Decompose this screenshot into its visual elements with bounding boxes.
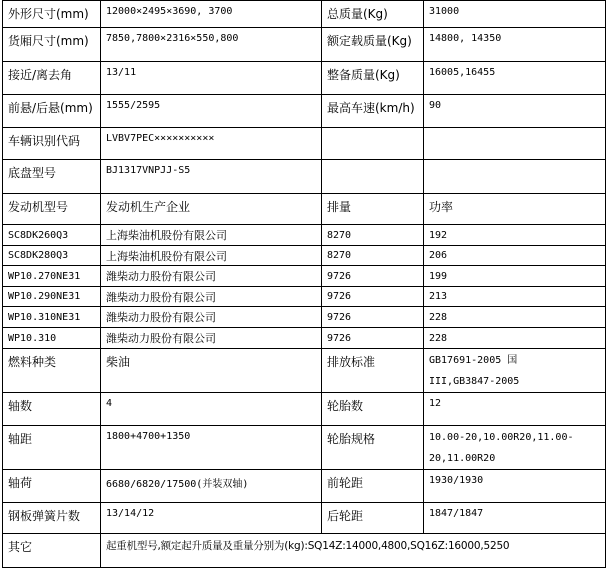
curb-mass-value: 16005,16455	[424, 62, 606, 95]
row-wheelbase	[3, 426, 606, 470]
engine-model-header: 发动机型号	[3, 194, 101, 225]
emission-standard-label: 排放标准	[322, 349, 424, 393]
overhang-label: 前悬/后悬(mm)	[3, 95, 101, 128]
axle-count-label: 轴数	[3, 393, 101, 426]
engine-maker: 潍柴动力股份有限公司	[101, 307, 322, 328]
row-other	[3, 534, 606, 568]
axle-count-value: 4	[101, 393, 322, 426]
tire-spec-label: 轮胎规格	[322, 426, 424, 470]
front-track-value: 1930/1930	[424, 470, 606, 503]
displacement-header: 排量	[322, 194, 424, 225]
emission-standard-line1: GB17691-2005 国	[429, 355, 518, 366]
front-track-label: 前轮距	[322, 470, 424, 503]
wheelbase-value: 1800+4700+1350	[101, 426, 322, 470]
empty-cell	[322, 160, 424, 194]
other-value: 起重机型号,额定起升质量及重量分别为(kg):SQ14Z:14000,4800,SQ16Z:16000,5250	[101, 534, 606, 568]
tire-count-value: 12	[424, 393, 606, 426]
row-overhang	[3, 95, 606, 128]
engine-maker: 潍柴动力股份有限公司	[101, 287, 322, 307]
engine-displacement: 9726	[322, 328, 424, 349]
engine-row	[3, 307, 606, 328]
overhang-value: 1555/2595	[101, 95, 322, 128]
fuel-type-label: 燃料种类	[3, 349, 101, 393]
engine-model: WP10.310	[3, 328, 101, 349]
rated-load-label: 额定载质量(Kg)	[322, 28, 424, 62]
row-engine-header	[3, 194, 606, 225]
axle-load-value: 6680/6820/17500(并装双轴)	[101, 470, 322, 503]
engine-displacement: 8270	[322, 246, 424, 266]
vin-label: 车辆识别代码	[3, 128, 101, 160]
engine-power: 206	[424, 246, 606, 266]
engine-maker: 上海柴油机股份有限公司	[101, 225, 322, 246]
max-speed-label: 最高车速(km/h)	[322, 95, 424, 128]
vin-value: LVBV7PEC××××××××××	[101, 128, 322, 160]
row-springs	[3, 503, 606, 534]
max-speed-value: 90	[424, 95, 606, 128]
engine-row	[3, 328, 606, 349]
engine-maker: 潍柴动力股份有限公司	[101, 266, 322, 287]
leaf-spring-label: 钢板弹簧片数	[3, 503, 101, 534]
engine-row	[3, 287, 606, 307]
engine-row	[3, 266, 606, 287]
engine-power: 228	[424, 328, 606, 349]
fuel-type-value: 柴油	[101, 349, 322, 393]
outer-dimensions-value: 12000×2495×3690, 3700	[101, 1, 322, 28]
empty-cell	[424, 160, 606, 194]
emission-standard-value	[424, 349, 606, 393]
tire-spec-value: 10.00-20,10.00R20,11.00-20,11.00R20	[424, 426, 606, 470]
engine-maker: 上海柴油机股份有限公司	[101, 246, 322, 266]
engine-displacement: 8270	[322, 225, 424, 246]
approach-departure-label: 接近/离去角	[3, 62, 101, 95]
outer-dimensions-label: 外形尺寸(mm)	[3, 1, 101, 28]
rear-track-value: 1847/1847	[424, 503, 606, 534]
curb-mass-label: 整备质量(Kg)	[322, 62, 424, 95]
row-outer-dimensions	[3, 1, 606, 28]
axle-load-label: 轴荷	[3, 470, 101, 503]
engine-power: 199	[424, 266, 606, 287]
chassis-value: BJ1317VNPJJ-S5	[101, 160, 322, 194]
chassis-label: 底盘型号	[3, 160, 101, 194]
row-chassis	[3, 160, 606, 194]
row-axles	[3, 393, 606, 426]
engine-maker-header: 发动机生产企业	[101, 194, 322, 225]
engine-row	[3, 246, 606, 266]
engine-model: SC8DK260Q3	[3, 225, 101, 246]
engine-model: WP10.310NE31	[3, 307, 101, 328]
engine-model: WP10.270NE31	[3, 266, 101, 287]
row-axle-load	[3, 470, 606, 503]
rated-load-value: 14800, 14350	[424, 28, 606, 62]
total-mass-label: 总质量(Kg)	[322, 1, 424, 28]
engine-model: SC8DK280Q3	[3, 246, 101, 266]
engine-maker: 潍柴动力股份有限公司	[101, 328, 322, 349]
engine-row	[3, 225, 606, 246]
wheelbase-label: 轴距	[3, 426, 101, 470]
engine-displacement: 9726	[322, 307, 424, 328]
emission-standard-line2: III,GB3847-2005	[429, 376, 520, 387]
power-header: 功率	[424, 194, 606, 225]
empty-cell	[322, 128, 424, 160]
engine-power: 228	[424, 307, 606, 328]
engine-power: 192	[424, 225, 606, 246]
engine-power: 213	[424, 287, 606, 307]
engine-displacement: 9726	[322, 287, 424, 307]
row-angles	[3, 62, 606, 95]
vehicle-spec-table	[2, 0, 606, 568]
empty-cell	[424, 128, 606, 160]
row-vin	[3, 128, 606, 160]
approach-departure-value: 13/11	[101, 62, 322, 95]
engine-model: WP10.290NE31	[3, 287, 101, 307]
engine-displacement: 9726	[322, 266, 424, 287]
total-mass-value: 31000	[424, 1, 606, 28]
rear-track-label: 后轮距	[322, 503, 424, 534]
other-label: 其它	[3, 534, 101, 568]
tire-count-label: 轮胎数	[322, 393, 424, 426]
row-cargo-dimensions	[3, 28, 606, 62]
row-fuel	[3, 349, 606, 393]
cargo-dimensions-label: 货厢尺寸(mm)	[3, 28, 101, 62]
leaf-spring-value: 13/14/12	[101, 503, 322, 534]
cargo-dimensions-value: 7850,7800×2316×550,800	[101, 28, 322, 62]
